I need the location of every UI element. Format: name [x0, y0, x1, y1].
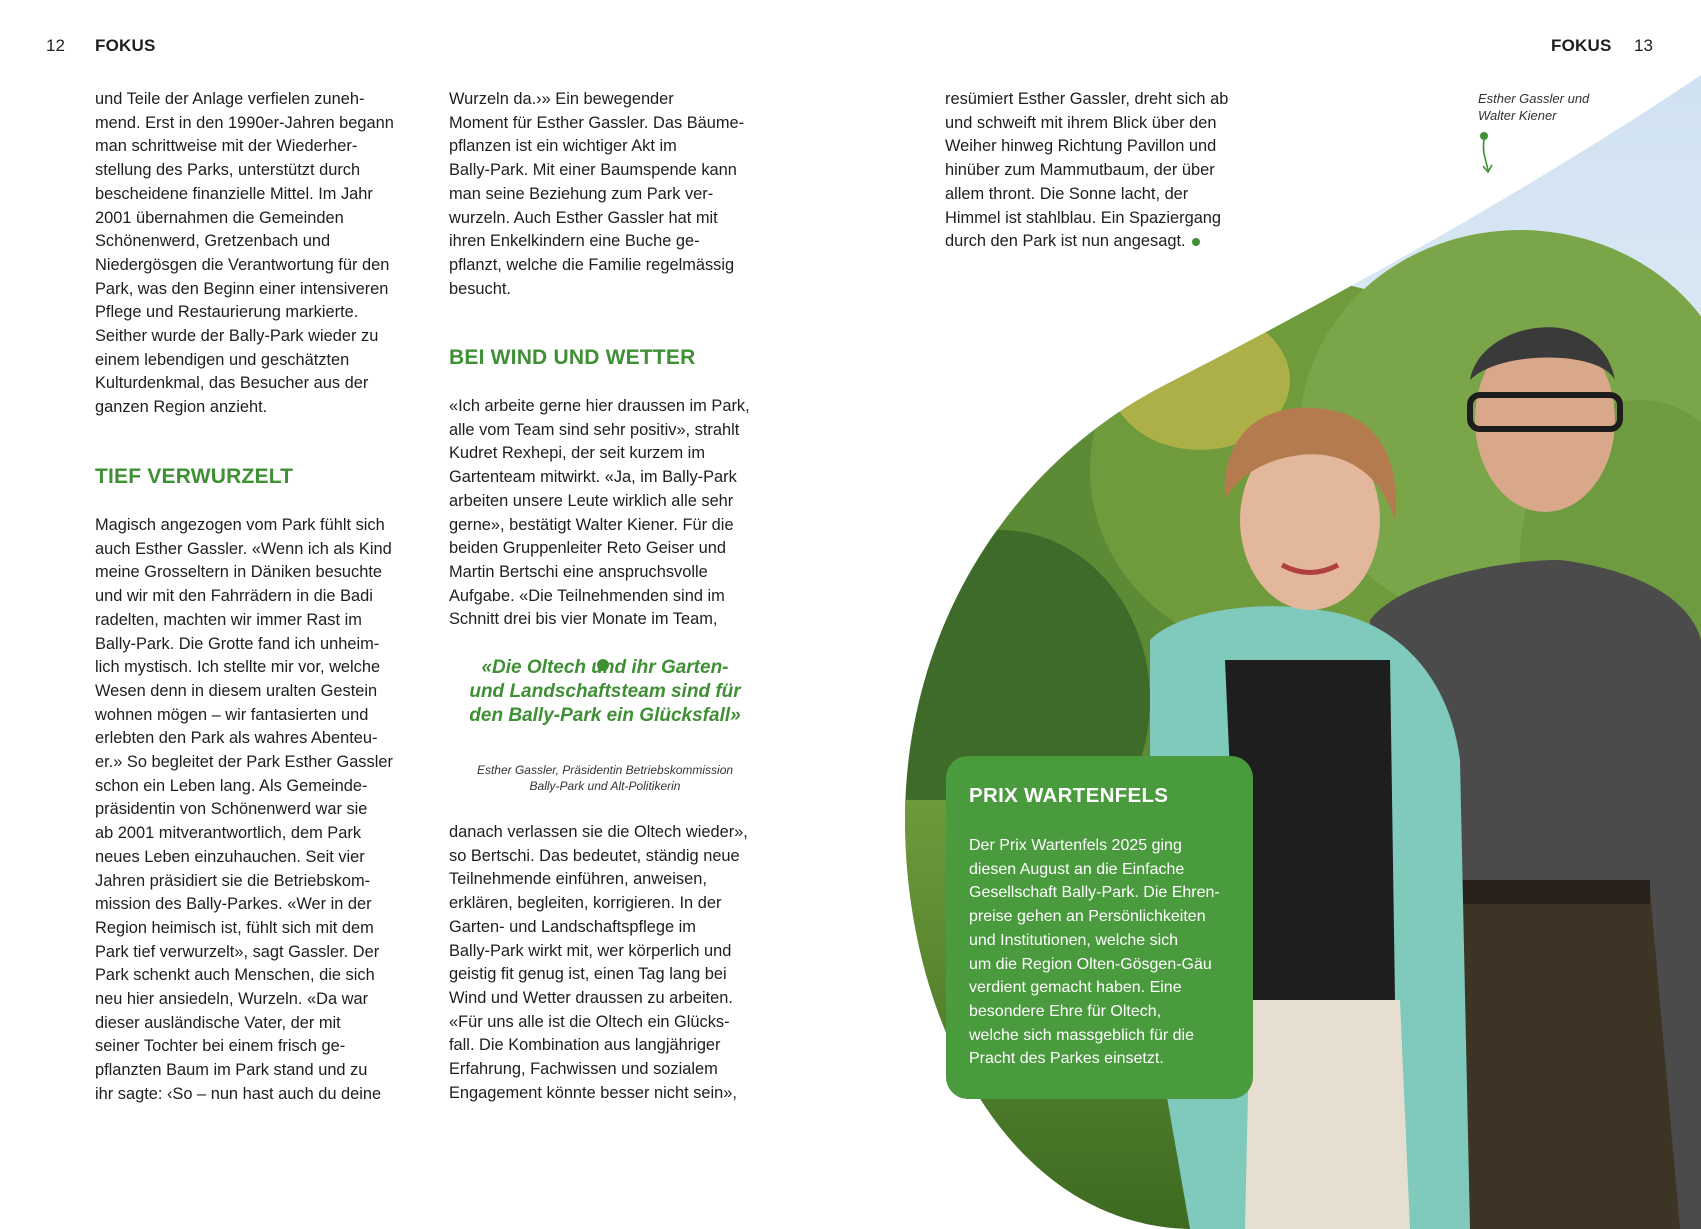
col2-para1: Wurzeln da.›» Ein bewegender Moment für Esther Gassler. Das Bäume- pflanzen ist ein wichtiger Akt im Bally-Park. Mit einer Baumspende kann man seine Beziehung zum Park ver- wurzeln. Auch Esther Gassler hat mit ihren Enkelkindern eine Buche ge- pflanzt, welche die Familie regelmässig besucht. [449, 90, 745, 298]
column-1-part-2 [95, 514, 393, 1107]
column-2-part-3 [449, 821, 748, 1105]
column-2-part-2 [449, 395, 750, 632]
caption-arrow-icon [1478, 130, 1502, 176]
column-3 [945, 88, 1228, 254]
col3-para1: resümiert Esther Gassler, dreht sich ab und schweift mit ihrem Blick über den Weiher hinweg Richtung Pavillon und hinüber zum Mammutbaum, der über allem thront. Die Sonne lacht, der Himmel ist stahlblau. Ein Spaziergang durch den Park ist nun angesagt. [945, 90, 1229, 251]
pull-quote-source: Esther Gassler, Präsidentin Betriebskommission Bally-Park und Alt-Politikerin [476, 763, 734, 793]
col2-para3: danach verlassen sie die Oltech wieder», so Bertschi. Das bedeutet, ständig neue Teilnehmende einführen, anweisen, erklären, begleiten, korrigieren. In der Garten- und Landschaftspflege im Bally-Park wirkt mit, wer körperlich und geistig fit genug ist, einen Tag lang bei Wind und Wetter draussen zu arbeiten. «Für uns alle ist die Oltech ein Glücks- fall. Die Kombination aus langjähriger Erfahrung, Fachwissen und sozialem Engagement könnte besser nicht sein», [449, 823, 748, 1102]
section-label-right: FOKUS [1551, 36, 1612, 55]
info-box-body: Der Prix Wartenfels 2025 ging diesen August an die Einfache Gesellschaft Bally-Park. Die Ehren- preise gehen an Persönlichkeiten und Institutionen, welche sich um die Region Olten-Gösgen-Gäu verdient gemacht haben. Eine besondere Ehre für Oltech, welche sich massgeblich für die Pracht des Parkes einsetzt. [969, 837, 1220, 1068]
page-number-right: 13 [1634, 36, 1653, 55]
heading-bei-wind-und-wetter: BEI WIND UND WETTER [449, 346, 696, 369]
column-1 [95, 88, 394, 420]
col1-para2: Magisch angezogen vom Park fühlt sich auch Esther Gassler. «Wenn ich als Kind meine Grosseltern in Däniken besuchte und wir mit den Fahrrädern in die Badi radelten, machten wir immer Rast im Bally-Park. Die Grotte fand ich unheim- lich mystisch. Ich stellte mir vor, welche Wesen denn in diesem uralten Gestein wohnen mögen – wir fantasierten und erlebten den Park als wahres Abenteu- er.» So begleitet der Park Esther Gassler schon ein Leben lang. Als Gemeinde- präsidentin von Schönenwerd war sie ab 2001 mitverantwortlich, dem Park neues Leben einzuhauchen. Seit vier Jahren präsidiert sie die Betriebskom- mission des Bally-Parkes. «Wer in der Region heimisch ist, fühlt sich mit dem Park tief verwurzelt», sagt Gassler. Der Park schenkt auch Menschen, die sich neu hier ansiedeln, Wurzeln. «Da war dieser ausländische Vater, der mit seiner Tochter bei einem frisch ge- pflanzten Baum im Park stand und zu ihr sagte: ‹So – nun hast auch du deine [95, 516, 393, 1103]
column-2 [449, 88, 744, 301]
photo-caption: Esther Gassler und Walter Kiener [1478, 91, 1590, 123]
pull-quote: «Die Oltech und ihr Garten- und Landschaftsteam sind für den Bally-Park ein Glücksfall» [469, 657, 741, 726]
section-label-left: FOKUS [95, 36, 156, 55]
page-number-left: 12 [46, 36, 65, 55]
col1-para1: und Teile der Anlage verfielen zuneh- mend. Erst in den 1990er-Jahren begann man schrittweise mit der Wiederher- stellung des Parks, unterstützt durch bescheidene finanzielle Mittel. Im Jahr 2001 übernahmen die Gemeinden Schönenwerd, Gretzenbach und Niedergösgen die Verantwortung für den Park, was den Beginn einer intensiveren Pflege und Restaurierung markierte. Seither wurde der Bally-Park wieder zu einem lebendigen und geschätzten Kulturdenkmal, das Besucher aus der ganzen Region anzieht. [95, 90, 394, 417]
info-box-prix-wartenfels [946, 756, 1253, 1099]
col2-para2: «Ich arbeite gerne hier draussen im Park, alle vom Team sind sehr positiv», strahlt Kudret Rexhepi, der seit kurzem im Gartenteam mitwirkt. «Ja, im Bally-Park arbeiten unsere Leute wirklich alle sehr gerne», bestätigt Walter Kiener. Für die beiden Gruppenleiter Reto Geiser und Martin Bertschi eine anspruchsvolle Aufgabe. «Die Teilnehmenden sind im Schnitt drei bis vier Monate im Team, [449, 397, 750, 629]
heading-tief-verwurzelt: TIEF VERWURZELT [95, 465, 294, 488]
end-mark-icon [1192, 238, 1200, 246]
info-box-title: PRIX WARTENFELS [969, 784, 1169, 807]
